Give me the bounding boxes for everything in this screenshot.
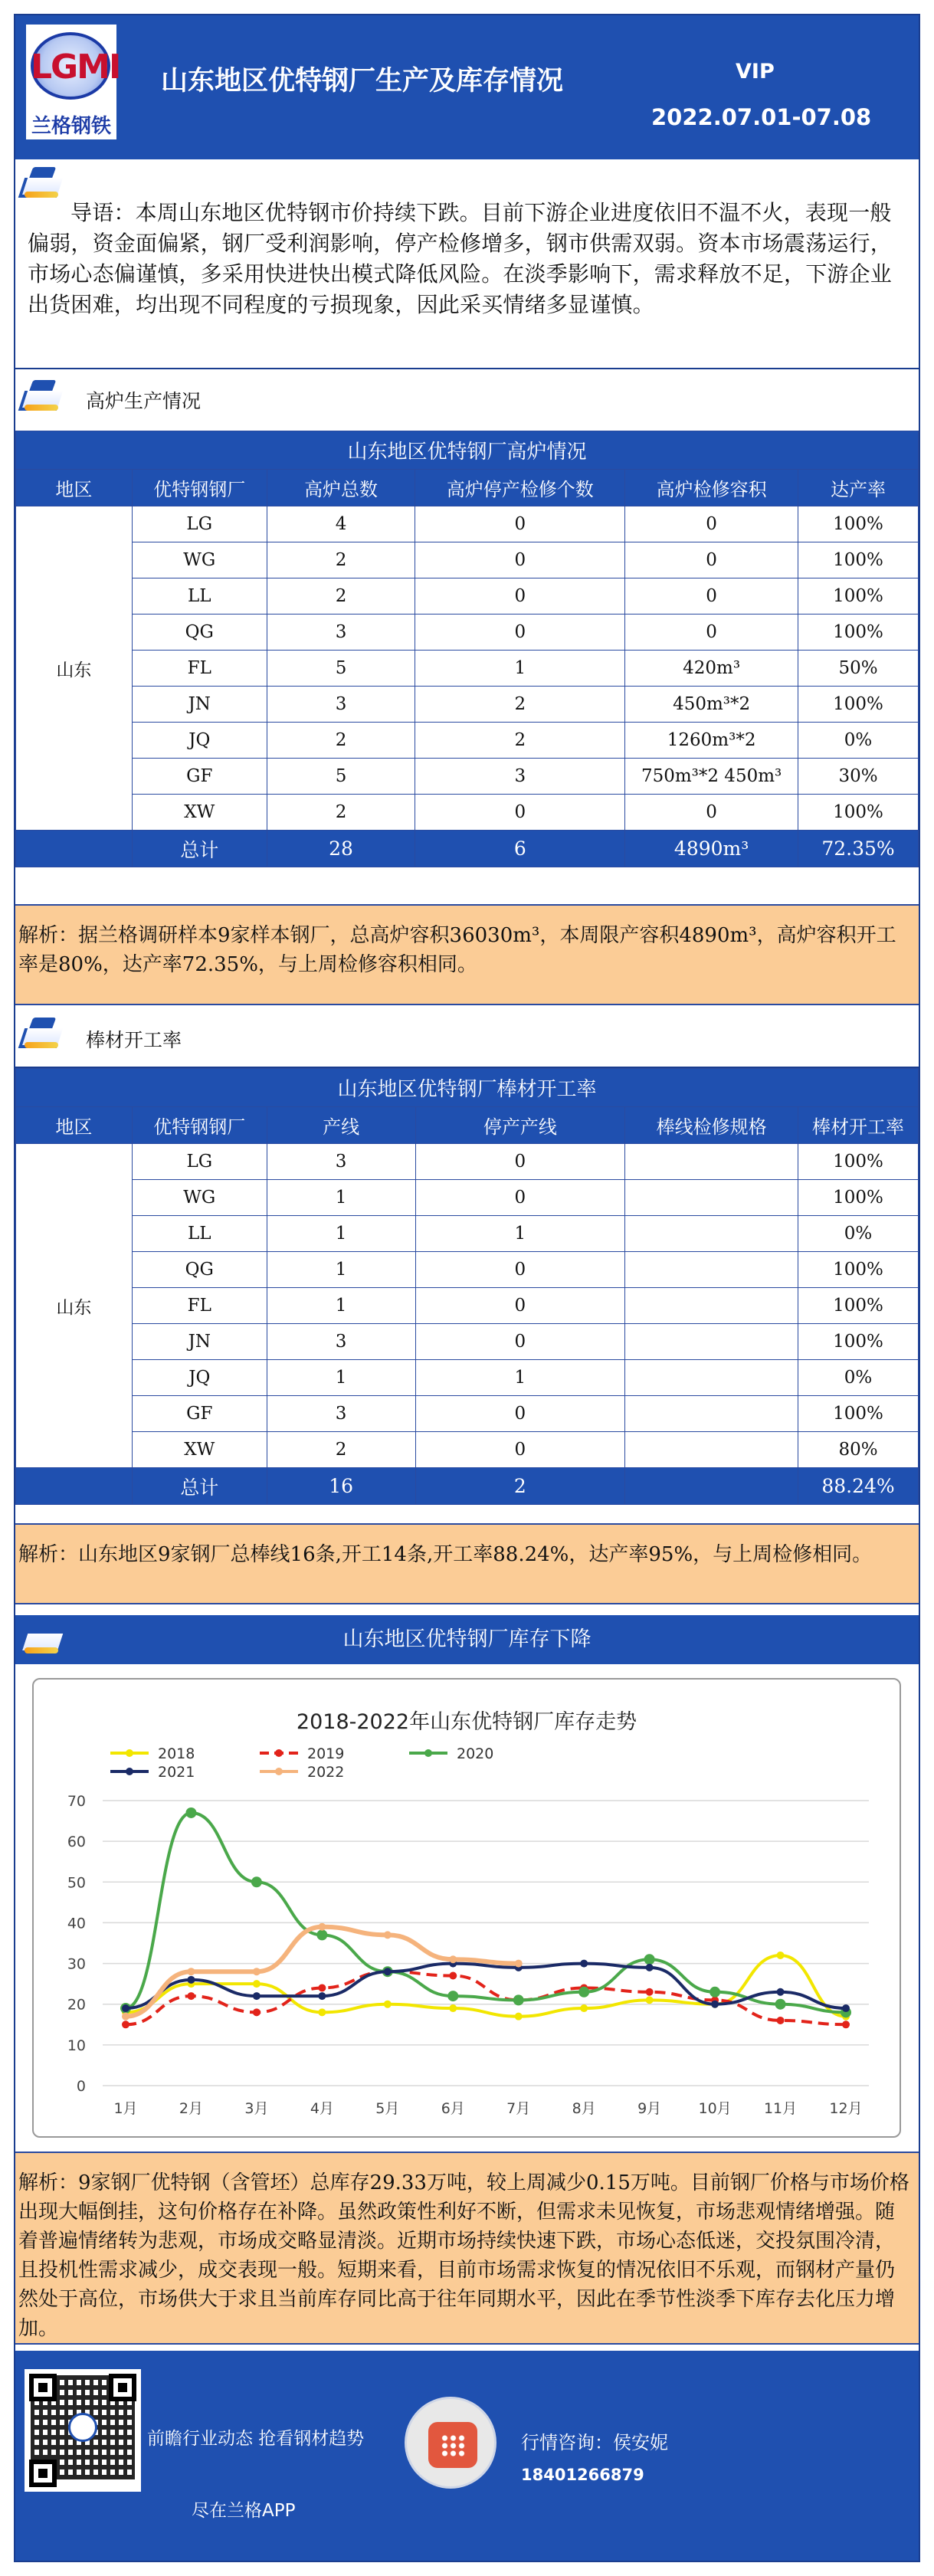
table-cell: 2 <box>267 723 415 759</box>
table-cell: 0% <box>798 1216 919 1252</box>
data-point <box>842 2020 850 2028</box>
column-header: 达产率 <box>798 470 919 506</box>
table-cell: WG <box>132 542 267 578</box>
footer-slogan: 前瞻行业动态 抢看钢材趋势 <box>147 2429 365 2449</box>
footer-contact: 行情咨询：侯安妮 <box>521 2432 668 2453</box>
data-point <box>646 1996 654 2004</box>
table-cell: 1 <box>267 1288 415 1324</box>
column-header: 地区 <box>16 470 133 506</box>
data-point <box>253 2008 261 2016</box>
table-cell: GF <box>132 759 267 795</box>
data-point <box>775 1999 786 2010</box>
column-header: 高炉停产检修个数 <box>415 470 625 506</box>
legend-label: 2021 <box>158 1764 195 1781</box>
table-cell: 1 <box>267 1180 415 1216</box>
table-cell: 100% <box>798 542 919 578</box>
table-cell: 100% <box>798 1396 919 1432</box>
inventory-chart <box>32 1678 901 2138</box>
table-cell <box>625 1144 798 1180</box>
table-cell <box>625 1360 798 1396</box>
data-point <box>122 2013 129 2020</box>
table-row <box>16 506 919 542</box>
footer-app-link[interactable]: 尽在兰格APP <box>192 2501 296 2521</box>
data-point <box>580 2004 588 2012</box>
total-cell: 6 <box>415 831 625 867</box>
table-cell <box>625 1288 798 1324</box>
table-cell: FL <box>132 651 267 687</box>
y-tick-label: 20 <box>67 1996 86 2014</box>
table-row <box>16 1360 919 1396</box>
table-cell: 100% <box>798 506 919 542</box>
table-cell: 30% <box>798 759 919 795</box>
total-cell: 72.35% <box>798 831 919 867</box>
table-cell: 0 <box>415 1180 625 1216</box>
table-row <box>16 723 919 759</box>
table-cell: 100% <box>798 1180 919 1216</box>
data-point <box>318 2008 326 2016</box>
y-tick-label: 10 <box>67 2037 86 2054</box>
column-header: 优特钢钢厂 <box>132 1107 267 1144</box>
section-label-blast-furnace: 高炉生产情况 <box>86 390 202 412</box>
total-cell: 28 <box>267 831 415 867</box>
table-cell: LG <box>132 1144 267 1180</box>
table-row <box>16 1144 919 1180</box>
chart-title: 2018-2022年山东优特钢厂库存走势 <box>296 1710 637 1734</box>
inventory-section-title: 山东地区优特钢厂库存下降 <box>15 1615 919 1664</box>
x-tick-label: 6月 <box>441 2100 465 2117</box>
data-point <box>449 1972 457 1980</box>
data-point <box>318 1923 326 1931</box>
total-cell: 88.24% <box>798 1468 919 1505</box>
table-cell: 2 <box>267 578 415 615</box>
table-row <box>16 1396 919 1432</box>
table-row <box>16 1180 919 1216</box>
data-point <box>316 1929 327 1940</box>
column-header: 地区 <box>16 1107 133 1144</box>
table-row <box>16 687 919 723</box>
table-cell: 100% <box>798 1288 919 1324</box>
table-cell: JN <box>132 687 267 723</box>
table-cell: QG <box>132 1252 267 1288</box>
date-range: 2022.07.01-07.08 <box>651 104 872 130</box>
table-cell: 0% <box>798 1360 919 1396</box>
legend-entry <box>260 1764 344 1781</box>
book-icon <box>20 1016 63 1051</box>
table-row <box>16 759 919 795</box>
x-tick-label: 10月 <box>698 2100 732 2117</box>
total-cell <box>625 1468 798 1505</box>
book-icon <box>20 166 63 201</box>
data-point <box>122 2004 129 2012</box>
table-cell: 1260m³*2 <box>625 723 798 759</box>
report-footer <box>15 2351 919 2562</box>
y-tick-label: 60 <box>67 1834 86 1851</box>
table-cell <box>625 1396 798 1432</box>
table-row <box>16 1288 919 1324</box>
analysis-note-blast-furnace: 解析：据兰格调研样本9家样本钢厂，总高炉容积36030m³，本周限产容积4890m³，高炉容积开工率是80%，达产率72.35%，与上周检修容积相同。 <box>15 904 919 1005</box>
data-point <box>187 1968 195 1975</box>
table-cell: XW <box>132 1432 267 1468</box>
analysis-note-bar-rate: 解析：山东地区9家钢厂总棒线16条,开工14条,开工率88.24%，达产率95%，与上周检修相同。 <box>15 1523 919 1604</box>
data-point <box>185 1807 196 1818</box>
page-title: 山东地区优特钢厂生产及库存情况 <box>161 66 564 97</box>
data-point <box>777 2017 785 2024</box>
table-cell: JN <box>132 1324 267 1360</box>
legend-label: 2018 <box>158 1745 195 1762</box>
table-cell <box>625 1324 798 1360</box>
total-spacer <box>16 831 133 867</box>
data-point <box>644 1954 655 1965</box>
table-title: 山东地区优特钢厂高炉情况 <box>16 431 919 470</box>
table-cell: 1 <box>415 1216 625 1252</box>
data-point <box>253 1992 261 2000</box>
data-point <box>777 1988 785 1996</box>
section-label-bar-rate: 棒材开工率 <box>86 1029 182 1051</box>
table-cell: 0 <box>415 578 625 615</box>
table-cell: 3 <box>415 759 625 795</box>
table-cell: 0 <box>625 795 798 831</box>
qr-code-icon[interactable] <box>25 2369 141 2492</box>
report-header <box>15 15 919 159</box>
column-header: 产线 <box>267 1107 415 1144</box>
column-header: 棒线检修规格 <box>625 1107 798 1144</box>
table-cell: 0 <box>625 506 798 542</box>
x-tick-label: 9月 <box>637 2100 662 2117</box>
table-cell: 2 <box>267 1432 415 1468</box>
table-cell: 0 <box>415 1432 625 1468</box>
table-cell: 3 <box>267 1324 415 1360</box>
table-cell: 0 <box>415 1324 625 1360</box>
data-point <box>318 1984 326 1991</box>
table-cell: 80% <box>798 1432 919 1468</box>
data-point <box>449 1955 457 1963</box>
x-tick-label: 7月 <box>506 2100 531 2117</box>
data-point <box>384 1968 392 1975</box>
data-point <box>449 2004 457 2012</box>
table-cell: 3 <box>267 615 415 651</box>
total-label: 总计 <box>132 831 267 867</box>
table-cell <box>625 1252 798 1288</box>
data-point <box>384 2001 392 2008</box>
table-cell: 100% <box>798 1252 919 1288</box>
table-row <box>16 651 919 687</box>
table-row <box>16 578 919 615</box>
footer-phone-number[interactable]: 18401266879 <box>521 2466 644 2484</box>
blast-furnace-table <box>15 431 919 867</box>
table-cell: JQ <box>132 723 267 759</box>
table-row <box>16 615 919 651</box>
x-tick-label: 1月 <box>113 2100 138 2117</box>
legend-label: 2020 <box>457 1745 494 1762</box>
table-cell: 4 <box>267 506 415 542</box>
data-point <box>187 1992 195 2000</box>
table-cell: 0 <box>415 542 625 578</box>
table-cell: 0 <box>415 795 625 831</box>
region-cell: 山东 <box>16 1144 133 1468</box>
table-cell: 0 <box>415 615 625 651</box>
table-cell: 1 <box>415 1360 625 1396</box>
data-point <box>711 2001 719 2008</box>
data-point <box>842 2004 850 2012</box>
table-cell: 0 <box>625 578 798 615</box>
table-cell: 420m³ <box>625 651 798 687</box>
table-row <box>16 1252 919 1288</box>
data-point <box>122 2020 129 2028</box>
table-cell: 0 <box>415 1288 625 1324</box>
data-point <box>710 1987 720 1998</box>
table-cell: 1 <box>415 651 625 687</box>
table-row <box>16 1216 919 1252</box>
data-point <box>777 1952 785 1959</box>
analysis-note-inventory: 解析：9家钢厂优特钢（含管坯）总库存29.33万吨，较上周减少0.15万吨。目前钢厂价格与市场价格出现大幅倒挂，这句价格存在补降。虽然政策性利好不断，但需求未见恢复，市场悲观情绪增强。随着普遍情绪转为悲观，市场成交略显清淡。近期市场持续快速下跌，市场心态低迷，交投氛围冷清，且投机性需求减少，成交表现一般。短期来看，目前市场需求恢复的情况依旧不乐观，而钢材产量仍然处于高位，市场供大于求且当前库存同比高于往年同期水平，因此在季节性淡季下库存去化压力增加。 <box>15 2152 919 2345</box>
book-icon <box>20 379 63 414</box>
table-cell: 1 <box>267 1360 415 1396</box>
table-cell: 100% <box>798 1324 919 1360</box>
table-cell <box>625 1432 798 1468</box>
table-cell: 100% <box>798 795 919 831</box>
y-tick-label: 50 <box>67 1874 86 1892</box>
x-tick-label: 4月 <box>310 2100 334 2117</box>
data-point <box>251 1876 262 1887</box>
total-label: 总计 <box>132 1468 267 1505</box>
table-cell: 2 <box>415 723 625 759</box>
y-tick-label: 30 <box>67 1955 86 1973</box>
table-title: 山东地区优特钢厂棒材开工率 <box>16 1069 919 1107</box>
lange-logo <box>26 25 120 139</box>
data-point <box>384 1931 392 1939</box>
table-cell: 0 <box>415 1252 625 1288</box>
x-tick-label: 11月 <box>763 2100 798 2117</box>
table-row <box>16 1432 919 1468</box>
x-tick-label: 5月 <box>375 2100 400 2117</box>
legend-entry <box>260 1745 344 1762</box>
table-row <box>16 1324 919 1360</box>
data-point <box>580 1960 588 1968</box>
table-cell: 2 <box>415 687 625 723</box>
table-cell: QG <box>132 615 267 651</box>
y-tick-label: 0 <box>76 2078 86 2095</box>
bar-operating-table <box>15 1068 919 1505</box>
table-cell: 3 <box>267 1396 415 1432</box>
region-cell: 山东 <box>16 506 133 831</box>
x-tick-label: 12月 <box>829 2100 863 2117</box>
logo-letters: LGMI <box>31 48 120 87</box>
table-cell: 0 <box>415 1144 625 1180</box>
table-cell: 0 <box>415 506 625 542</box>
book-icon <box>20 1621 63 1657</box>
column-header: 停产产线 <box>415 1107 625 1144</box>
data-point <box>646 1964 654 1971</box>
table-cell: 2 <box>267 542 415 578</box>
column-header: 高炉总数 <box>267 470 415 506</box>
report-page <box>14 14 920 2562</box>
data-point <box>187 1976 195 1984</box>
data-point <box>513 1994 524 2005</box>
data-point <box>515 2013 523 2020</box>
legend-entry <box>409 1745 493 1762</box>
table-cell: 0 <box>625 542 798 578</box>
table-cell: 0 <box>625 615 798 651</box>
table-cell: 1 <box>267 1252 415 1288</box>
table-cell <box>625 1216 798 1252</box>
table-cell: XW <box>132 795 267 831</box>
table-cell: 100% <box>798 578 919 615</box>
legend-entry <box>110 1745 195 1762</box>
data-point <box>515 1960 523 1968</box>
table-cell: 5 <box>267 651 415 687</box>
vip-badge: VIP <box>736 60 775 84</box>
divider <box>15 368 919 369</box>
table-cell: 5 <box>267 759 415 795</box>
y-tick-label: 70 <box>67 1793 86 1810</box>
table-cell <box>625 1180 798 1216</box>
table-cell: 100% <box>798 1144 919 1180</box>
x-tick-label: 8月 <box>572 2100 596 2117</box>
table-cell: LL <box>132 578 267 615</box>
data-point <box>253 1968 261 1975</box>
table-cell: 3 <box>267 687 415 723</box>
table-cell: JQ <box>132 1360 267 1396</box>
table-cell: 450m³*2 <box>625 687 798 723</box>
table-cell: 1 <box>267 1216 415 1252</box>
total-spacer <box>16 1468 133 1505</box>
legend-label: 2019 <box>307 1745 345 1762</box>
table-cell: 750m³*2 450m³ <box>625 759 798 795</box>
data-point <box>253 1980 261 1988</box>
table-cell: 50% <box>798 651 919 687</box>
table-cell: 0% <box>798 723 919 759</box>
x-tick-label: 2月 <box>179 2100 204 2117</box>
table-cell: LL <box>132 1216 267 1252</box>
data-point <box>318 1992 326 2000</box>
column-header: 高炉检修容积 <box>625 470 798 506</box>
table-cell: 3 <box>267 1144 415 1180</box>
table-cell: WG <box>132 1180 267 1216</box>
data-point <box>646 1988 654 1996</box>
table-cell: 100% <box>798 687 919 723</box>
data-point <box>578 1987 589 1998</box>
column-header: 优特钢钢厂 <box>132 470 267 506</box>
table-row <box>16 542 919 578</box>
table-cell: FL <box>132 1288 267 1324</box>
data-point <box>447 1991 458 2001</box>
x-tick-label: 3月 <box>244 2100 269 2117</box>
table-row <box>16 795 919 831</box>
inventory-chart-svg <box>34 1680 900 2136</box>
table-cell: 0 <box>415 1396 625 1432</box>
phone-icon <box>405 2397 496 2489</box>
y-tick-label: 40 <box>67 1915 86 1932</box>
table-cell: 100% <box>798 615 919 651</box>
legend-label: 2022 <box>307 1764 345 1781</box>
logo-name: 兰格钢铁 <box>31 115 111 138</box>
legend-entry <box>110 1764 195 1781</box>
intro-paragraph: 导语：本周山东地区优特钢市价持续下跌。目前下游企业进度依旧不温不火，表现一般偏弱，资金面偏紧，钢厂受利润影响，停产检修增多，钢市供需双弱。资本市场震荡运行，市场心态偏谨慎，多采用快进快出模式降低风险。在淡季影响下，需求释放不足，下游企业出货困难，均出现不同程度的亏损现象，因此采买情绪多显谨慎。 <box>28 200 893 317</box>
total-cell: 16 <box>267 1468 415 1505</box>
table-cell: 2 <box>267 795 415 831</box>
table-cell: LG <box>132 506 267 542</box>
column-header: 棒材开工率 <box>798 1107 919 1144</box>
total-cell: 2 <box>415 1468 625 1505</box>
table-cell: GF <box>132 1396 267 1432</box>
total-cell: 4890m³ <box>625 831 798 867</box>
